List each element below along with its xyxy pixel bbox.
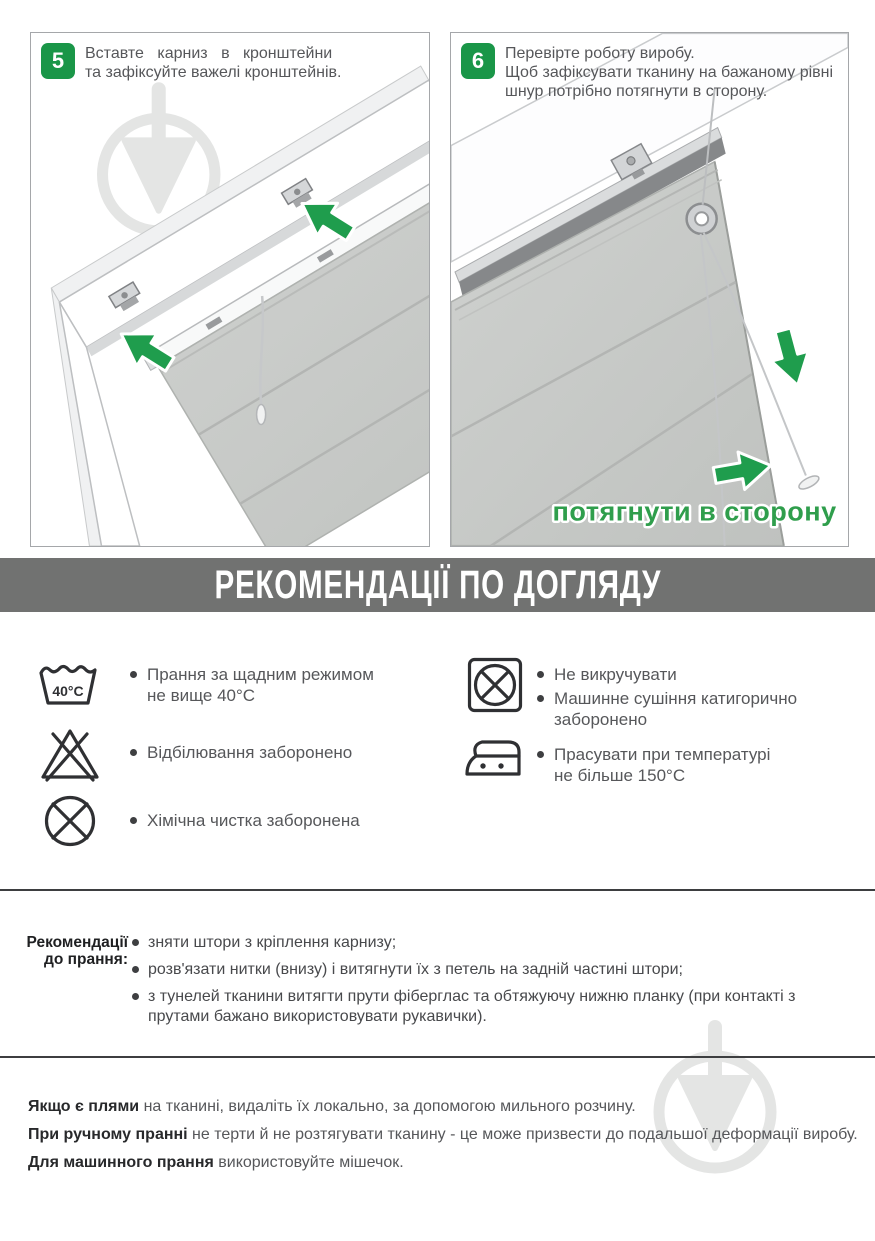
grommet-icon (687, 204, 717, 234)
care-iron-item (537, 744, 770, 786)
divider (0, 889, 875, 891)
bullet-dot (130, 817, 137, 824)
care-dryclean-item (130, 810, 360, 831)
step6-line2: Щоб зафіксувати тканину на бажаному рівні (505, 64, 834, 81)
pull-aside-callout: потягнути в сторону (552, 496, 837, 527)
step5-line1: Вставте карниз в кронштейни (85, 45, 333, 62)
watermark-plumb-icon (645, 1020, 785, 1220)
step6-line3: шнур потрібно потягнути в сторону. (505, 83, 768, 100)
care-wring-item (537, 664, 677, 685)
care-tumble-text: Машинне сушіння катигорично заборонено (554, 689, 798, 729)
note-stains: Якщо є плями на тканині, видаліть їх локально, за допомогою мильного розчину. (28, 1098, 636, 1115)
bullet-dot (132, 966, 139, 973)
step5-panel (30, 32, 430, 547)
care-tumble-item (537, 688, 797, 730)
washing-bullet-2: розв'язати нитки (внизу) і витягнути їх з петель на задній частині штори; (132, 960, 683, 980)
arrow-down-icon (764, 325, 816, 390)
svg-text:40°C: 40°C (52, 683, 84, 699)
bullet-dot (537, 671, 544, 678)
bullet-dot (132, 939, 139, 946)
care-bleach-text: Відбілювання заборонено (147, 743, 353, 762)
step6-panel (450, 32, 849, 547)
iron-icon (464, 735, 526, 783)
step5-line2: та зафіксуйте важелі кронштейнів. (85, 64, 342, 81)
washing-bullet-3: з тунелей тканини витягти прути фіберглас та обтяжуючу нижню планку (при контакті з прутами бажано використовувати рукавички). (132, 987, 850, 1027)
bullet-dot (537, 695, 544, 702)
care-banner (0, 558, 875, 612)
step6-text (505, 44, 833, 101)
step5-badge: 5 (41, 43, 75, 79)
washing-label: Рекомендації до прання: (26, 934, 128, 968)
no-tumble-dry-icon (466, 656, 524, 714)
care-bleach-item (130, 742, 352, 763)
no-dryclean-icon (42, 793, 98, 849)
washing-bullet-1: зняти штори з кріплення карнизу; (132, 933, 396, 953)
note-handwash: При ручному пранні не терти й не розтягувати тканину - це може призвести до подальшої деформації виробу. (28, 1126, 858, 1143)
care-banner-title: РЕКОМЕНДАЦІЇ ПО ДОГЛЯДУ (214, 562, 661, 607)
wash-40-icon (38, 659, 98, 707)
note-machinewash: Для машинного прання використовуйте мішечок. (28, 1154, 404, 1171)
step6-badge: 6 (461, 43, 495, 79)
care-wring-text: Не викручувати (554, 665, 677, 684)
care-wash-item (130, 664, 374, 706)
bullet-dot (130, 671, 137, 678)
bullet-dot (130, 749, 137, 756)
bullet-dot (132, 993, 139, 1000)
care-iron-text: Прасувати при температурі не більше 150°С (554, 745, 771, 785)
step6-illustration (451, 33, 848, 546)
step5-illustration (31, 33, 429, 546)
divider (0, 1056, 875, 1058)
bullet-dot (537, 751, 544, 758)
step6-line1: Перевірте роботу виробу. (505, 45, 695, 62)
step5-text (85, 44, 341, 82)
care-wash-text: Прання за щадним режимом не вище 40°С (147, 665, 374, 705)
no-bleach-icon (40, 726, 100, 782)
care-dryclean-text: Хімічна чистка заборонена (147, 811, 360, 830)
